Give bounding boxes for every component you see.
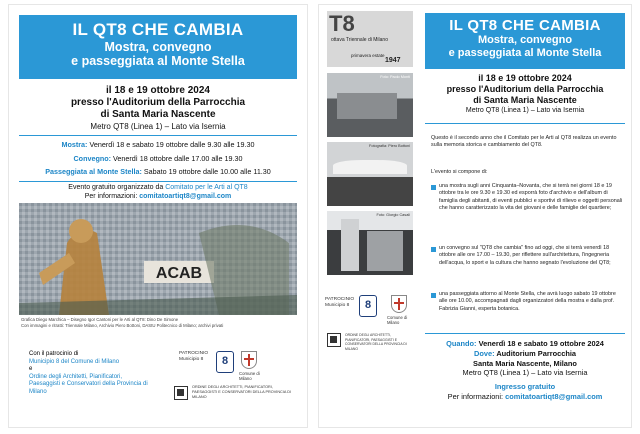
intro-paragraph: Questo è il secondo anno che il Comitato per le Arti al QT8 realizza un evento sulla memoria storica e cambiamento del QT8. (431, 135, 617, 149)
right-patrocinio-label: PATROCINIO Municipio 8 (325, 297, 355, 308)
archival-photo-3 (327, 211, 413, 275)
right-venue-line-2: di Santa Maria Nascente (473, 95, 577, 105)
right-metro: Metro QT8 (Linea 1) – Lato via Isernia (465, 107, 585, 114)
comune-milano-crest-icon (241, 351, 257, 369)
right-subtitle-1: Mostra, convegno (477, 34, 573, 46)
photo-caption-2: Fotografia: Piero Bottoni (369, 144, 410, 148)
left-venue-line-2: di Santa Maria Nascente (100, 109, 216, 120)
bullet-passeggiata: una passeggiata attorno al Monte Stella, che avrà luogo sabato 19 ottobre alle ore 10.00, accompagnati dagli organizzatori della mostra e dalla prof. Fabrizia Gianni, esperta botanica. (431, 291, 623, 313)
left-dates: il 18 e 19 ottobre 2024 (106, 85, 210, 96)
left-logo-municipio: PATROCINIO Municipio 8 (179, 351, 209, 362)
divider (19, 181, 297, 182)
divider (425, 333, 625, 334)
poster-year: 1947 (385, 57, 401, 64)
photo-caption-1: Foto: Paolo Monti (380, 75, 410, 79)
poster-t8-mark: T8 (329, 11, 355, 36)
divider (19, 135, 297, 136)
left-patronage-text: Con il patrocinio di Municipio 8 del Comune di Milano e Ordine degli Architetti, Pianificatori, Paesaggisti e Conservatori della Provincia di Milano (29, 351, 148, 395)
left-organizer-block (19, 183, 297, 201)
right-ordine-label: ORDINE DEGLI ARCHITETTI, PIANIFICATORI, PAESAGGISTI E CONSERVATORI DELLA PROVINCIA DI MILANO (345, 333, 407, 351)
dove-line: Dove: Auditorium Parrocchia (474, 348, 576, 358)
right-dates: il 18 e 19 ottobre 2024 (478, 73, 572, 83)
bullet-square-icon (431, 247, 436, 252)
bullet-square-icon (431, 185, 436, 190)
right-info-email-link[interactable]: comitatoartiqt8@gmail.com (505, 391, 603, 401)
image-credits: Grafica Diego Marchica – Disegno Igor Cantoni per le Arti al QT8: Dino De Simone Con immagini e ritratti: Triennale Milano, Archivio Piero Bottoni, DAStU Politecnico di Milano; archivi privati (21, 317, 224, 328)
composed-heading: L'evento si compone di: (431, 169, 488, 175)
ordine-link[interactable]: Ordine degli Architetti, Pianificatori, Paesaggisti e Conservatori della Provincia di Milano (29, 373, 148, 395)
ingresso-gratuito: Ingresso gratuito (494, 382, 556, 392)
municipio-link[interactable]: Municipio 8 del Comune di Milano (29, 358, 120, 365)
schedule-row: Mostra: Venerdì 18 e sabato 19 ottobre dalle 9.30 alle 19.30 (61, 140, 255, 149)
right-metro-2: Metro QT8 (Linea 1) – Lato via Isernia (462, 368, 588, 378)
right-title: IL QT8 CHE CAMBIA (449, 17, 601, 34)
ordine-logo-icon (174, 386, 188, 400)
bullet-mostra: una mostra sugli anni Cinquanta–Novanta, che si terrà nei giorni 18 e 19 ottobre tra le ore 9.30 e 19.30 ed esporrà foto d'archivio e dell'album di famiglia degli abitanti, di eventi pubblici e sportivi di rilievo e oggetti personali che hanno caratterizzato la vita dei giovani e delle famiglie del quartiere; (431, 183, 623, 212)
right-info-line: Per informazioni: comitatoartiqt8@gmail.com (447, 391, 603, 401)
left-title: IL QT8 CHE CAMBIA (72, 20, 244, 39)
photo-caption-3: Foto: Giorgio Casali (376, 213, 410, 217)
mosaic-artwork-image (19, 203, 297, 315)
schedule-row: Convegno: Venerdì 18 ottobre dalle 17.00 alle 19.30 (73, 153, 243, 163)
right-venue-line-1: presso l'Auditorium della Parrocchia (446, 84, 604, 94)
right-ordine-logo-icon (327, 333, 341, 347)
svg-text:ACAB: ACAB (155, 265, 203, 282)
right-footer-block (425, 339, 625, 402)
organizer-link[interactable]: Comitato per le Arti al QT8 (165, 184, 248, 191)
poster-line-1: ottava Triennale di Milano (331, 37, 388, 43)
left-venue-line-1: presso l'Auditorium della Parrocchia (70, 97, 246, 108)
left-venue-block (19, 85, 297, 132)
mosaic-illustration (19, 203, 297, 315)
left-metro: Metro QT8 (Linea 1) – Lato via Isernia (90, 122, 226, 131)
ordine-logo-label: ORDINE DEGLI ARCHITETTI, PIANIFICATORI, PAESAGGISTI E CONSERVATORI DELLA PROVINCIA DI MILANO (192, 385, 292, 399)
quando-line: Quando: Venerdì 18 e sabato 19 ottobre 2024 (446, 339, 604, 348)
info-line: Per informazioni: comitatoartiqt8@gmail.com (84, 193, 232, 200)
right-subtitle-2: e passeggiata al Monte Stella (448, 47, 602, 59)
left-title-banner (19, 15, 297, 79)
bullet-square-icon (431, 293, 436, 298)
right-comune-label: Comune di Milano (387, 315, 408, 325)
municipio-8-logo-icon: 8 (359, 295, 377, 317)
municipio-8-logo-icon: 8 (216, 351, 234, 373)
poster-line-2: primavera estate (351, 53, 385, 58)
archival-photo-1 (327, 73, 413, 137)
schedule-row: Passeggiata al Monte Stella: Sabato 19 ottobre dalle 10.00 alle 11.30 (45, 167, 271, 176)
comune-milano-crest-icon (391, 295, 407, 313)
archival-photo-2 (327, 142, 413, 206)
left-subtitle-2: e passeggiata al Monte Stella (71, 54, 245, 68)
info-email-link[interactable]: comitatoartiqt8@gmail.com (139, 193, 232, 200)
flyer-right-page (318, 4, 632, 428)
bullet-convegno: un convegno sul "QT8 che cambia" fino ad oggi, che si terrà venerdì 18 ottobre alle ore 17.00 – 19.30, per riflettere sull'architettura, l'ingegneria dell'acqua, lo sport e la cultura che hanno segnato l'evoluzione del QT8; (431, 245, 623, 267)
left-subtitle-1: Mostra, convegno (104, 40, 212, 54)
dove-line-2: Santa Maria Nascente, Milano (473, 358, 577, 368)
right-venue-block (425, 73, 625, 116)
left-schedule (19, 138, 297, 179)
triennale-poster-image (327, 11, 413, 67)
divider (425, 123, 625, 124)
comune-milano-label: Comune di Milano (239, 371, 260, 381)
event-organizer: Evento gratuito organizzato da Comitato per le Arti al QT8 (68, 184, 248, 191)
flyer-left-page (8, 4, 308, 428)
right-title-banner (425, 13, 625, 69)
